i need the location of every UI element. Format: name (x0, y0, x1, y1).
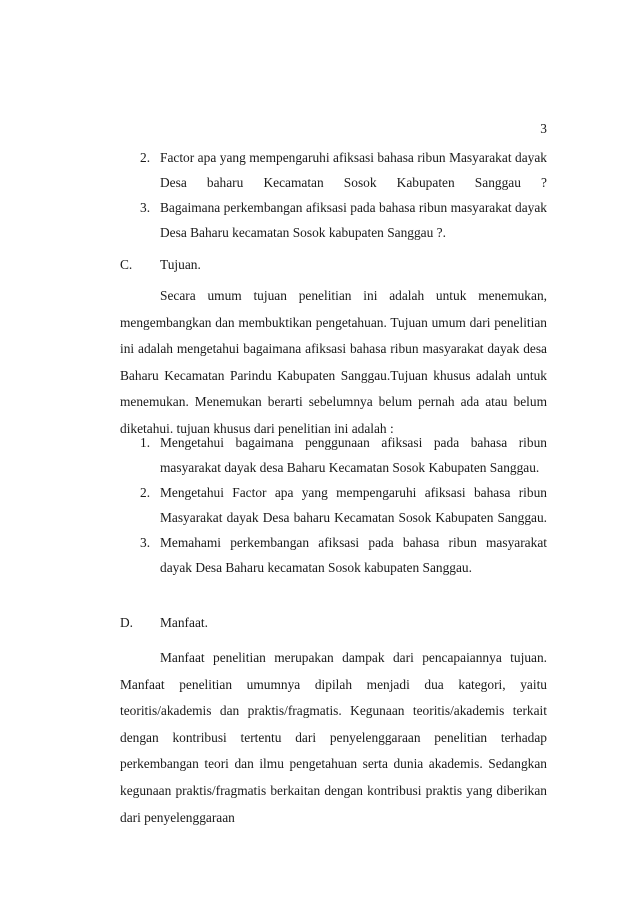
list-item (0, 145, 638, 195)
section-c-title: Tujuan. (160, 257, 201, 272)
list-item-text: Mengetahui Factor apa yang mempengaruhi afiksasi bahasa ribun Masyarakat dayak Desa baharu Kecamatan Sosok Kabupaten Sanggau. (160, 485, 547, 525)
section-d-heading (120, 615, 208, 631)
objectives-list (0, 430, 638, 580)
section-c-paragraph-text: Secara umum tujuan penelitian ini adalah untuk menemukan, mengembangkan dan membuktikan pengetahuan. Tujuan umum dari penelitian ini adalah mengetahui bagaimana afiksasi bahasa ribun masyarakat dayak desa Baharu Kecamatan Parindu Kabupaten Sanggau.Tujuan khusus adalah untuk menemukan. Menemukan berarti sebelumnya belum pernah ada atau belum diketahui. tujuan khusus dari penelitian ini adalah : (120, 288, 547, 436)
research-questions-list (0, 145, 638, 245)
list-item-number: 3. (140, 200, 151, 215)
list-item (0, 195, 638, 245)
section-d-title: Manfaat. (160, 615, 208, 630)
list-item-number: 1. (140, 435, 151, 450)
list-item (0, 430, 638, 480)
list-item-text: Mengetahui bagaimana penggunaan afiksasi pada bahasa ribun masyarakat dayak desa Baharu Kecamatan Sosok Kabupaten Sanggau. (160, 435, 547, 475)
list-item-text: Bagaimana perkembangan afiksasi pada bahasa ribun masyarakat dayak Desa Baharu kecamatan Sosok kabupaten Sanggau ?. (160, 200, 547, 240)
page-number: 3 (540, 121, 547, 136)
list-item (0, 530, 638, 580)
list-item-number: 2. (140, 485, 151, 500)
list-item-text: Factor apa yang mempengaruhi afiksasi bahasa ribun Masyarakat dayak Desa baharu Kecamatan Sosok Kabupaten Sanggau ? (160, 150, 547, 190)
section-d-letter: D. (120, 615, 134, 630)
section-d-paragraph-text: Manfaat penelitian merupakan dampak dari pencapaiannya tujuan. Manfaat penelitian umumnya dipilah menjadi dua kategori, yaitu teoritis/akademis dan praktis/fragmatis. Kegunaan teoritis/akademis terkait dengan kontribusi tertentu dari penyelenggaraan penelitian terhadap perkembangan teori dan ilmu pengetahuan serta dunia akademis. Sedangkan kegunaan praktis/fragmatis berkaitan dengan kontribusi praktis yang diberikan dari penyelenggaraan (120, 650, 547, 825)
list-item-text: Memahami perkembangan afiksasi pada bahasa ribun masyarakat dayak Desa Baharu kecamatan Sosok kabupaten Sanggau. (160, 535, 547, 575)
list-item-number: 3. (140, 535, 151, 550)
section-c-heading (120, 257, 201, 273)
list-item-number: 2. (140, 150, 151, 165)
section-d-paragraph (120, 645, 547, 831)
section-c-paragraph (120, 283, 547, 443)
section-c-letter: C. (120, 257, 133, 272)
list-item (0, 480, 638, 530)
